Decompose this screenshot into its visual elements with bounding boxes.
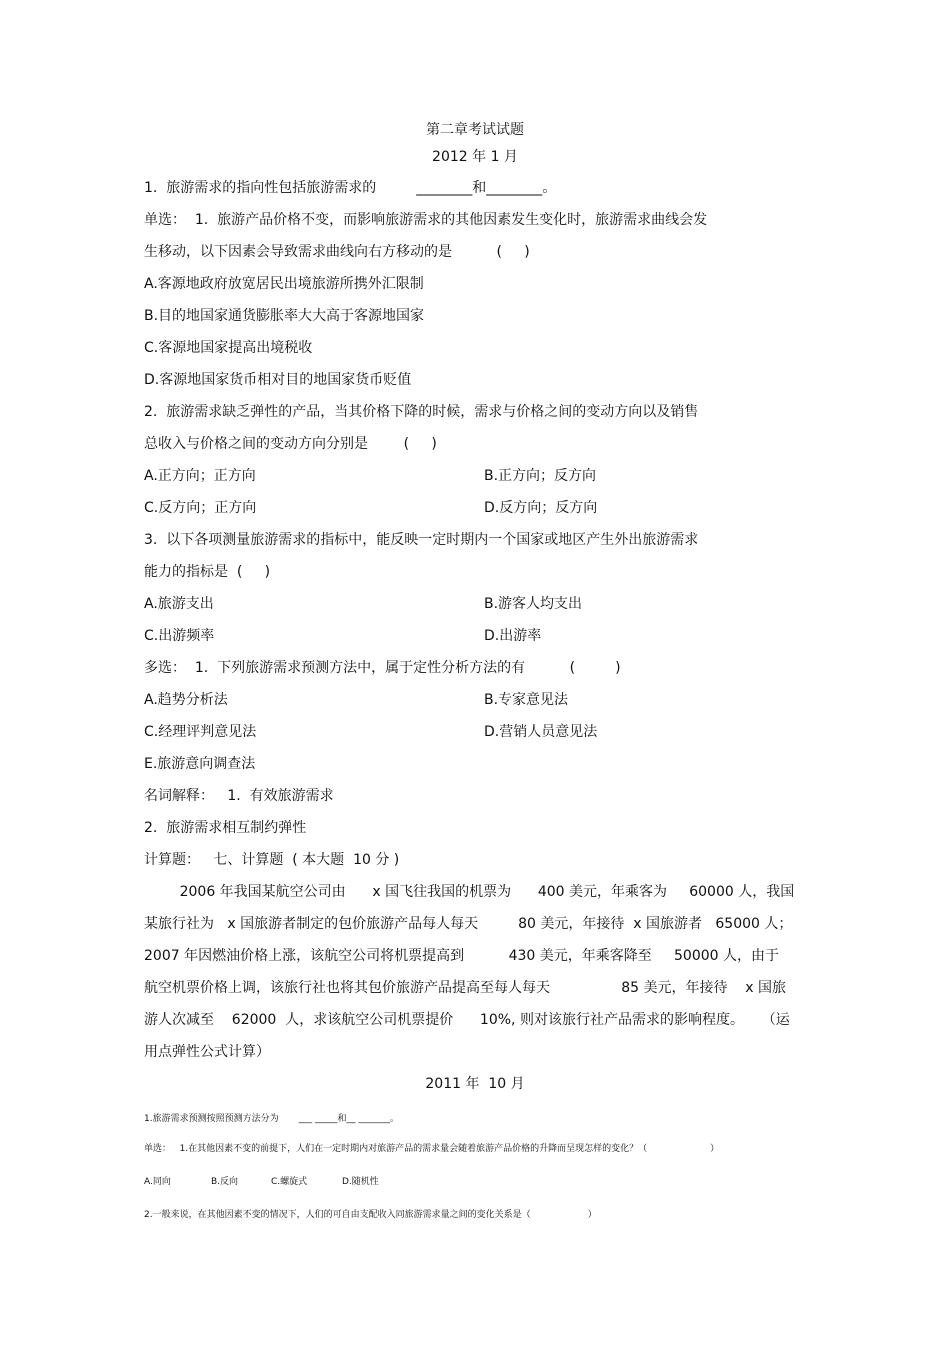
multi-option-b: B.专家意见法: [484, 692, 569, 708]
page-title: 第二章考试试题: [426, 122, 524, 138]
multi-option-c: C.经理评判意见法: [144, 724, 257, 740]
q1-2011-option-c: C.螺旋式: [271, 1177, 308, 1187]
q2-line-2: 总收入与价格之间的变动方向分别是 ( ): [144, 436, 437, 452]
multi-option-d: D.营销人员意见法: [484, 724, 598, 740]
q2-line-1: 2. 旅游需求缺乏弹性的产品，当其价格下降的时候，需求与价格之间的变动方向以及销售: [144, 404, 699, 420]
q3-option-a: A.旅游支出: [144, 596, 214, 612]
q2-option-a: A.正方向；正方向: [144, 468, 256, 484]
q1-2011-option-a: A.同向: [144, 1177, 171, 1187]
q1-option-b: B.目的地国家通货膨胀率大大高于客源地国家: [144, 308, 425, 324]
calc-heading: 计算题： 七、计算题 ( 本大题 10 分 ): [144, 852, 400, 868]
calc-line-3: 2007 年因燃油价格上涨，该航空公司将机票提高到 430 美元，年乘客降至 50000 人，由于: [144, 948, 779, 964]
calc-line-5: 游人次减至 62000 人，求该航空公司机票提价 10%, 则对该旅行社产品需求的影响程度。 （运: [144, 1012, 790, 1028]
q3-line-2: 能力的指标是 ( ): [144, 564, 271, 580]
fill-question-1: 1. 旅游需求的指向性包括旅游需求的 ________和________。: [144, 180, 557, 196]
q1-option-d: D.客源地国家货币相对目的地国家货币贬值: [144, 372, 412, 388]
q1-option-c: C.客源地国家提高出境税收: [144, 340, 313, 356]
q2-option-d: D.反方向；反方向: [484, 500, 598, 516]
q2-2011: 2.一般来说，在其他因素不变的情况下，人们的可自由支配收入同旅游需求量之间的变化关系是（ ）: [144, 1210, 597, 1220]
multi-choice-heading: 多选： 1. 下列旅游需求预测方法中，属于定性分析方法的有 ( ): [144, 660, 621, 676]
calc-line-2: 某旅行社为 x 国旅游者制定的包价旅游产品每人每天 80 美元，年接待 x 国旅游者 65000 人；: [144, 916, 793, 932]
q1-2011-option-b: B.反向: [211, 1177, 239, 1187]
multi-option-e: E.旅游意向调查法: [144, 756, 256, 772]
q2-option-c: C.反方向；正方向: [144, 500, 257, 516]
section-date-2012: 2012 年 1 月: [432, 149, 518, 165]
term-question-1: 名词解释： 1. 有效旅游需求: [144, 788, 334, 804]
q2-option-b: B.正方向；反方向: [484, 468, 597, 484]
calc-line-1: 2006 年我国某航空公司由 x 国飞往我国的机票为 400 美元，年乘客为 60000 人，我国: [144, 884, 795, 900]
single-choice-2011-q1: 单选： 1.在其他因素不变的前提下，人们在一定时期内对旅游产品的需求量会随着旅游产品价格的升降而呈现怎样的变化？（ ）: [144, 1144, 720, 1154]
q3-option-d: D.出游率: [484, 628, 542, 644]
fill-question-2011: 1.旅游需求预测按照预测方法分为 ___ _____和__ _______。: [144, 1114, 399, 1124]
calc-line-6: 用点弹性公式计算）: [144, 1044, 270, 1060]
term-question-2: 2. 旅游需求相互制约弹性: [144, 820, 307, 836]
single-choice-q1-cont: 生移动，以下因素会导致需求曲线向右方移动的是 ( ): [144, 244, 530, 260]
calc-line-4: 航空机票价格上调，该旅行社也将其包价旅游产品提高至每人每天 85 美元，年接待 x 国旅: [144, 980, 787, 996]
multi-option-a: A.趋势分析法: [144, 692, 228, 708]
q3-option-b: B.游客人均支出: [484, 596, 583, 612]
q3-line-1: 3. 以下各项测量旅游需求的指标中，能反映一定时期内一个国家或地区产生外出旅游需求: [144, 532, 699, 548]
q1-option-a: A.客源地政府放宽居民出境旅游所携外汇限制: [144, 276, 424, 292]
section-date-2011: 2011 年 10 月: [425, 1076, 525, 1092]
q1-2011-option-d: D.随机性: [342, 1177, 379, 1187]
single-choice-heading: 单选： 1. 旅游产品价格不变，而影响旅游需求的其他因素发生变化时，旅游需求曲线会发: [144, 212, 708, 228]
q3-option-c: C.出游频率: [144, 628, 215, 644]
